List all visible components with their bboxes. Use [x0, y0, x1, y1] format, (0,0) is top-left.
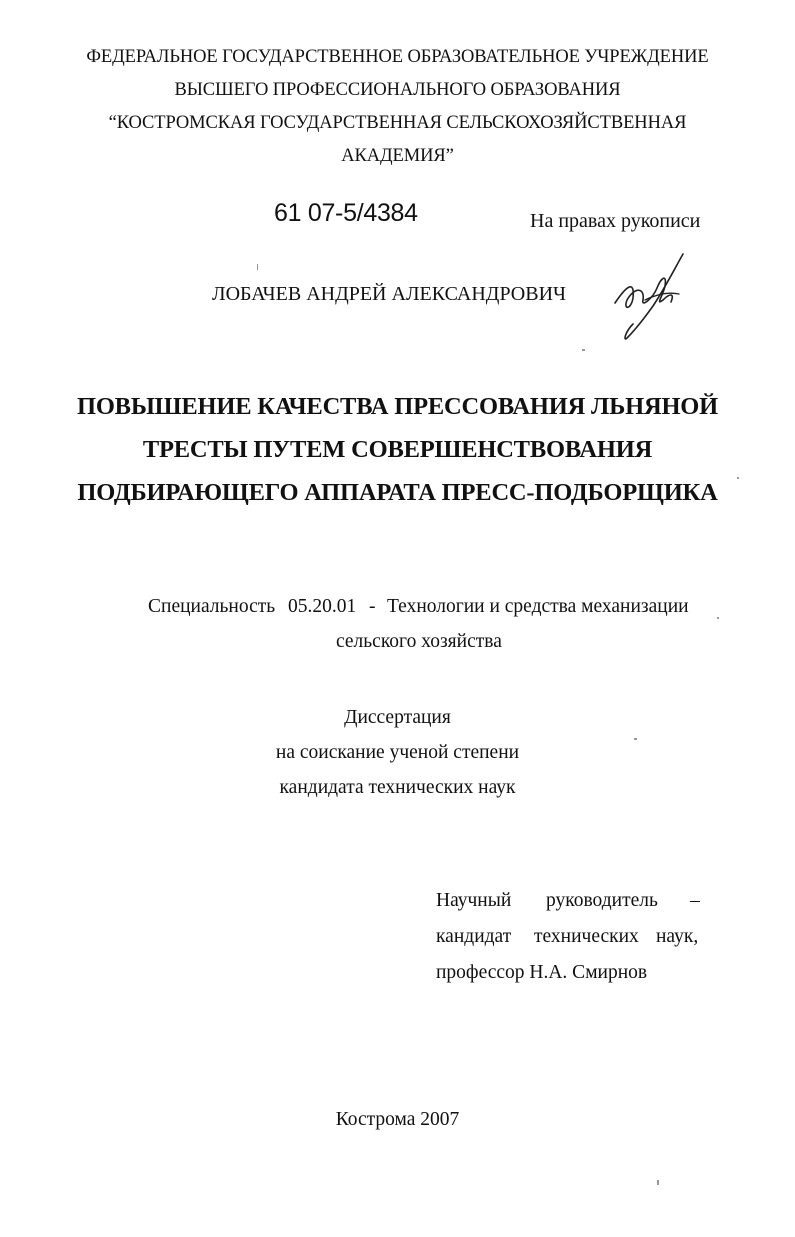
title-line-3: ПОДБИРАЮЩЕГО АППАРАТА ПРЕСС-ПОДБОРЩИКА — [77, 479, 718, 506]
scan-speck — [634, 738, 637, 740]
supervisor-degree-word-3: наук, — [656, 926, 699, 947]
signature-image — [605, 248, 705, 348]
title-line-2: ТРЕСТЫ ПУТЕМ СОВЕРШЕНСТВОВАНИЯ — [142, 436, 653, 463]
specialty-code: 05.20.01 — [288, 596, 357, 617]
rights-note: На правах рукописи — [530, 210, 701, 232]
institution-line-3: “КОСТРОМСКАЯ ГОСУДАРСТВЕННАЯ СЕЛЬСКОХОЗЯЙСТВЕННАЯ — [108, 113, 687, 133]
title-line-1: ПОВЫШЕНИЕ КАЧЕСТВА ПРЕССОВАНИЯ ЛЬНЯНОЙ — [76, 393, 719, 420]
place-year: Кострома 2007 — [335, 1109, 460, 1130]
supervisor-degree-word-1: кандидат — [436, 926, 512, 947]
registration-number: 61 07-5/4384 — [274, 199, 418, 227]
supervisor-word-1: Научный — [436, 890, 512, 911]
specialty-dash: - — [369, 596, 376, 617]
dissertation-line-2: на соискание ученой степени — [275, 742, 520, 763]
supervisor-degree-word-2: технических — [534, 926, 639, 947]
dissertation-line-1: Диссертация — [344, 707, 451, 728]
scan-speck — [657, 1180, 659, 1185]
institution-line-4: АКАДЕМИЯ” — [341, 146, 454, 166]
institution-line-1: ФЕДЕРАЛЬНОЕ ГОСУДАРСТВЕННОЕ ОБРАЗОВАТЕЛЬНОЕ УЧРЕЖДЕНИЕ — [86, 47, 709, 67]
specialty-label: Специальность — [148, 596, 276, 617]
author-name: ЛОБАЧЕВ АНДРЕЙ АЛЕКСАНДРОВИЧ — [212, 283, 567, 305]
supervisor-word-2: руководитель — [546, 890, 658, 911]
specialty-name-line-2: сельского хозяйства — [336, 631, 502, 652]
dissertation-line-3: кандидата технических наук — [279, 777, 516, 798]
scan-speck — [582, 349, 585, 351]
scan-speck — [737, 477, 739, 479]
supervisor-dash: – — [690, 890, 700, 911]
supervisor-name: профессор Н.А. Смирнов — [436, 962, 648, 983]
scan-speck — [717, 617, 719, 619]
institution-line-2: ВЫСШЕГО ПРОФЕССИОНАЛЬНОГО ОБРАЗОВАНИЯ — [174, 80, 621, 100]
scan-speck — [257, 264, 258, 270]
specialty-name-line-1: Технологии и средства механизации — [387, 596, 689, 617]
